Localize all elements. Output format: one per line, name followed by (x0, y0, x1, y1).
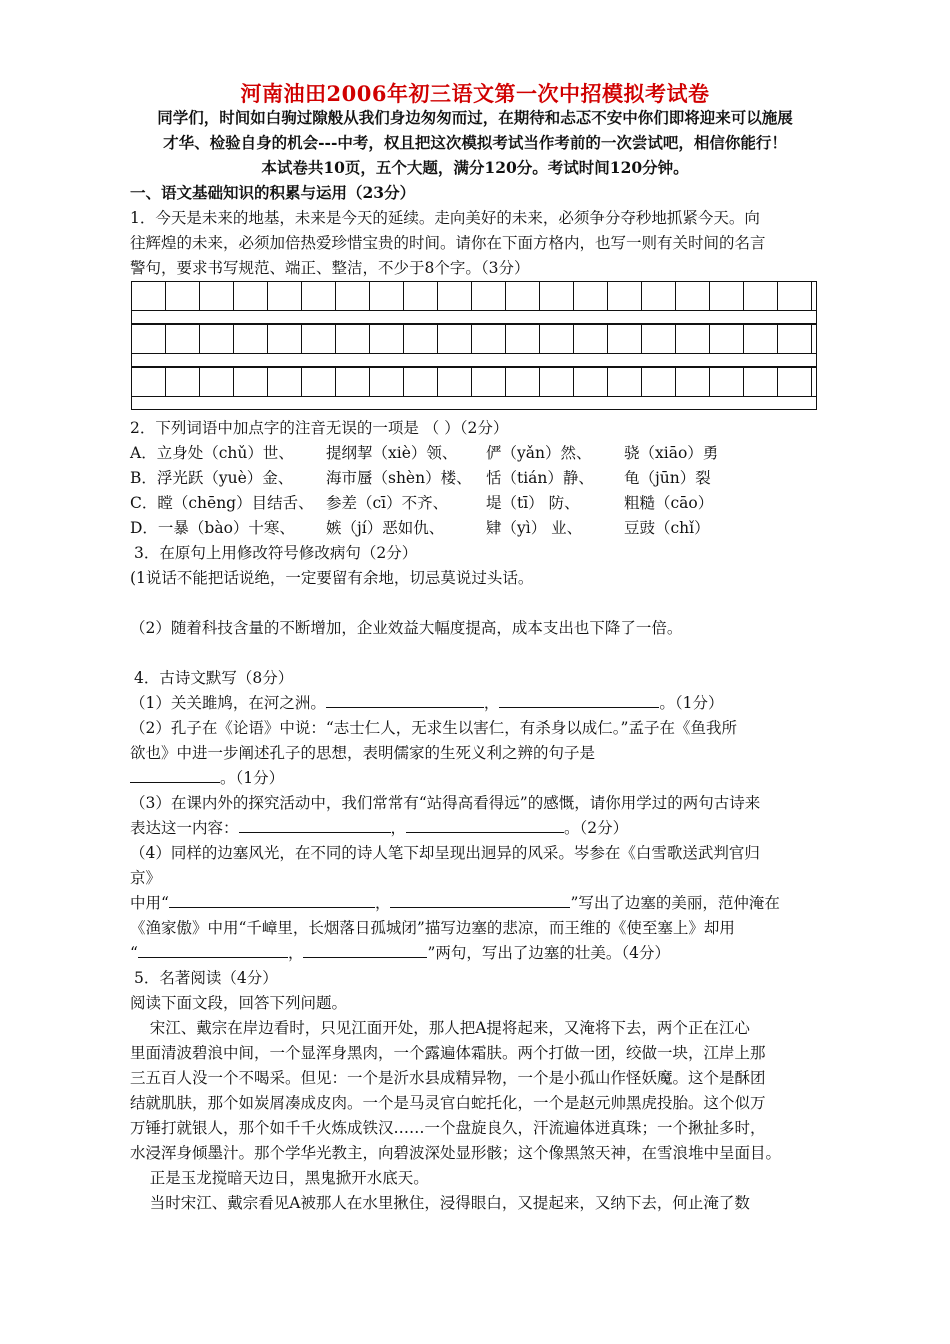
q2-b-4: 龟（jūn）裂 (624, 469, 711, 487)
q4-p4-blank-1[interactable] (169, 891, 375, 908)
q2-c-4: 粗糙（cāo） (624, 494, 714, 512)
q4-part-4-line-3 (130, 891, 780, 915)
q1-line-3: 警句，要求书写规范、端正、整洁，不少于8个字。（3分） (130, 259, 530, 277)
q5-para-line-1: 宋江、戴宗在岸边看时，只见江面开处，那人把A提将起来，又淹将下去，两个正在江心 (130, 1019, 750, 1037)
q4-part-1 (130, 691, 724, 715)
q4-part-4-line-4: 《渔家傲》中用“千嶂里，长烟落日孤城闭”描写边塞的悲凉，而王维的《使至塞上》却用 (130, 919, 735, 937)
q4-p4-blank-4[interactable] (303, 941, 427, 958)
q4-p3-comma: ， (390, 819, 407, 837)
q2-c-3: 堤（tī） 防、 (486, 494, 580, 512)
q2-b-2: 海市蜃（shèn）楼、 (326, 469, 472, 487)
q4-p3-blank-2[interactable] (406, 816, 564, 833)
section-1-heading: 一、语文基础知识的积累与运用（23分） (130, 183, 416, 202)
q4-p3-text: 表达这一内容： (130, 819, 239, 837)
q2-d-3: 肄（yì） 业、 (486, 519, 583, 537)
q4-part-4-line-1: （4）同样的边塞风光，在不同的诗人笔下却呈现出迥异的风采。岑参在《白雪歌送武判官归 (130, 844, 760, 862)
q2-b-1: B．浮光跃（yuè）金、 (130, 469, 294, 487)
q4-part-2-line-1: （2）孔子在《论语》中说：“志士仁人，无求生以害仁，有杀身以成仁。”孟子在《鱼我所 (130, 719, 737, 737)
q4-p4-blank-2[interactable] (390, 891, 570, 908)
q2-a-3: 俨（yǎn）然、 (486, 444, 592, 462)
q4-p2-score: 。（1分） (220, 769, 285, 787)
q4-p3-blank-1[interactable] (239, 816, 391, 833)
intro-line-2: 才华、检验自身的机会---中考，权且把这次模拟考试当作考前的一次尝试吧，相信你能行！ (163, 133, 787, 152)
q4-p1-blank-1[interactable] (326, 691, 484, 708)
writing-grid-row-1[interactable] (131, 281, 817, 311)
q5-para-line-7: 正是玉龙搅暗天边日，黑鬼掀开水底天。 (130, 1169, 429, 1187)
q4-part-4-line-5 (130, 941, 670, 965)
q2-d-4: 豆豉（chǐ） (624, 519, 710, 537)
q5-para-line-8: 当时宋江、戴宗看见A被那人在水里揪住，浸得眼白，又提起来，又纳下去，何止淹了数 (130, 1194, 750, 1212)
q3-stem: 3．在原句上用修改符号修改病句（2分） (134, 544, 418, 562)
q4-p4-open-2: “ (130, 944, 138, 962)
q5-para-line-2: 里面清波碧浪中间，一个显浑身黑肉，一个露遍体霜肤。两个打做一团，绞做一块，江岸上那 (130, 1044, 766, 1062)
q5-instruction: 阅读下面文段，回答下列问题。 (130, 994, 348, 1012)
q4-p4-comma-2: ， (287, 944, 304, 962)
q5-para-line-4: 结就肌肤，那个如炭屑凑成皮肉。一个是马灵官白蛇托化，一个是赵元帅黑虎投胎。这个似万 (130, 1094, 766, 1112)
exam-title: 河南油田2006年初三语文第一次中招模拟考试卷 (240, 81, 710, 106)
q4-p2-blank[interactable] (130, 766, 220, 783)
q4-p4-open: 中用“ (130, 894, 169, 912)
q4-p4-close: ”写出了边塞的美丽，范仲淹在 (570, 894, 780, 912)
writing-grid-gap-2 (131, 353, 817, 367)
q2-stem: 2．下列词语中加点字的注音无误的一项是 （ ）（2分） (130, 419, 509, 437)
q2-d-2: 嫉（jí）恶如仇、 (326, 519, 445, 537)
q2-d-1: D．一暴（bào）十寒、 (130, 519, 295, 537)
q5-para-line-3: 三五百人没一个不喝采。但见：一个是沂水县成精异物，一个是小孤山作怪妖魔。这个是酥团 (130, 1069, 766, 1087)
q2-c-1: C．瞠（chēng）目结舌、 (130, 494, 314, 512)
q3-sentence-2[interactable]: （2）随着科技含量的不断增加，企业效益大幅度提高，成本支出也下降了一倍。 (130, 619, 683, 637)
q3-sentence-1[interactable]: (1说话不能把话说绝，一定要留有余地，切忌莫说过头话。 (130, 569, 534, 587)
q4-p4-tail: ”两句，写出了边塞的壮美。（4分） (427, 944, 670, 962)
q2-a-2: 提纲挈（xiè）领、 (326, 444, 458, 462)
q2-a-4: 骁（xiāo）勇 (624, 444, 719, 462)
q5-para-line-5: 万锤打就银人，那个如千千火炼成铁汉……一个盘旋良久，汗流遍体迸真珠；一个揪扯多时， (130, 1119, 766, 1137)
writing-grid-gap-3 (131, 396, 817, 410)
q4-p1-text: （1）关关雎鸠，在河之洲。 (130, 694, 326, 712)
q1-line-1: 1．今天是未来的地基，未来是今天的延续。走向美好的未来，必须争分夺秒地抓紧今天。向 (130, 209, 760, 227)
writing-grid-row-3[interactable] (131, 367, 817, 397)
q4-part-4-line-2: 京》 (130, 869, 162, 887)
q4-part-3-line-2 (130, 816, 628, 840)
q4-p1-blank-2[interactable] (499, 691, 659, 708)
q4-p3-score: 。（2分） (564, 819, 629, 837)
q1-line-2: 往辉煌的未来，必须加倍热爱珍惜宝贵的时间。请你在下面方格内，也写一则有关时间的名言 (130, 234, 766, 252)
q2-b-3: 恬（tián）静、 (486, 469, 594, 487)
q4-p1-comma: ， (483, 694, 500, 712)
q4-p4-blank-3[interactable] (138, 941, 288, 958)
q4-part-2-line-2: 欲也》中进一步阐述孔子的思想，表明儒家的生死义利之辨的句子是 (130, 744, 596, 762)
writing-grid-row-2[interactable] (131, 324, 817, 354)
q5-para-line-6: 水浸浑身倾墨汁。那个学华光教主，向碧波深处显形骸；这个像黑煞天神，在雪浪堆中呈面目。 (130, 1144, 782, 1162)
q4-stem: 4．古诗文默写（8分） (134, 669, 294, 687)
q4-p4-comma-1: ， (374, 894, 391, 912)
q5-stem: 5．名著阅读（4分） (134, 969, 278, 987)
writing-grid-gap-1 (131, 310, 817, 324)
intro-line-1: 同学们，时间如白驹过隙般从我们身边匆匆而过，在期待和忐忑不安中你们即将迎来可以施展 (157, 108, 793, 127)
q4-part-2-line-3 (130, 766, 284, 790)
q2-a-1: A．立身处（chǔ）世、 (130, 444, 294, 462)
intro-line-3: 本试卷共10页，五个大题，满分120分。考试时间120分钟。 (261, 158, 689, 177)
q4-part-3-line-1: （3）在课内外的探究活动中，我们常常有“站得高看得远”的感慨，请你用学过的两句古诗来 (130, 794, 761, 812)
q4-p1-score: 。（1分） (659, 694, 724, 712)
q2-c-2: 参差（cī）不齐、 (326, 494, 449, 512)
